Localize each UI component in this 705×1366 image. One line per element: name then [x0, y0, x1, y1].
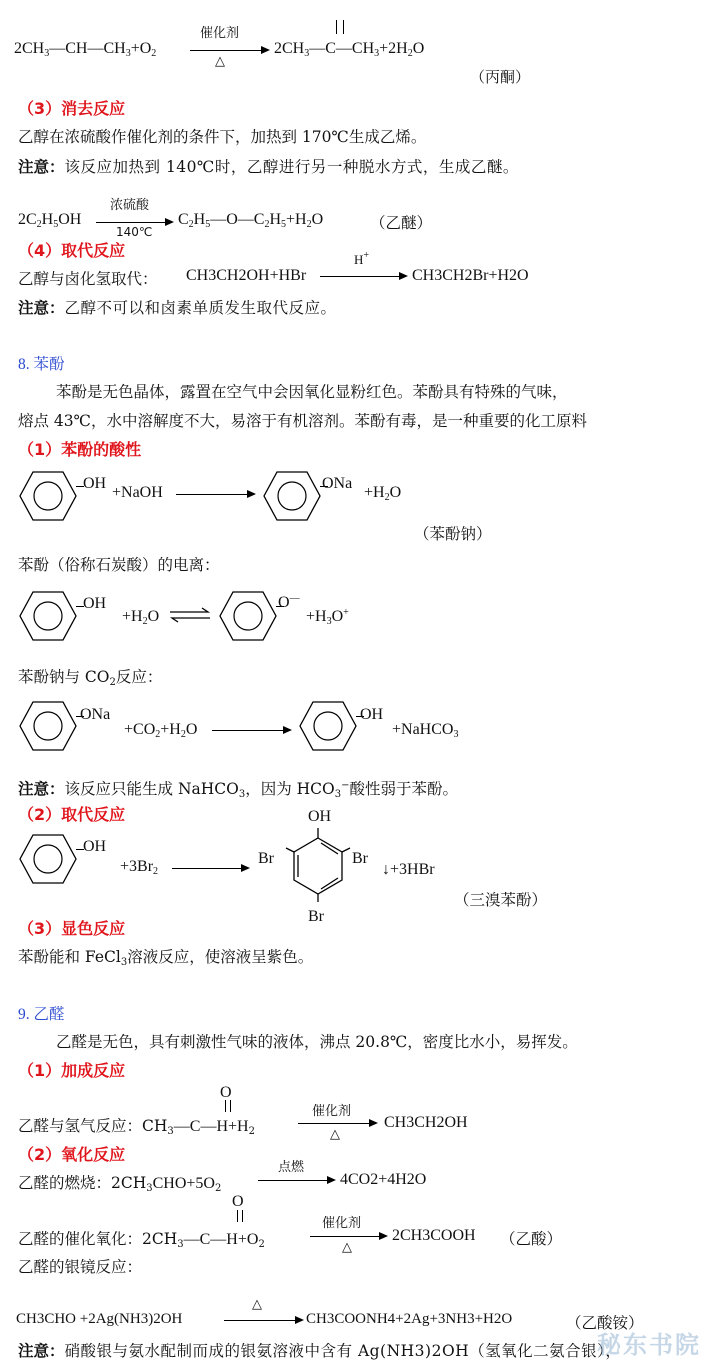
bromination-arrow [172, 868, 248, 869]
elimination-note: 注意：该反应加热到 140℃时，乙醇进行另一种脱水方式，生成乙醚。 [18, 158, 519, 176]
hydrogenation-rhs: CH3CH2OH [384, 1114, 468, 1131]
section-title-oxidation: （2）氧化反应 [18, 1145, 126, 1164]
silver-mirror-lhs: CH3CHO +2Ag(NH3)2OH [16, 1311, 183, 1327]
product-nahco3: +NaHCO$_3$ [392, 721, 459, 740]
ether-lhs: $2C_2H_5OH$ [18, 211, 82, 230]
silver-mirror-heat: △ [252, 1297, 262, 1312]
benzene-ring-icon [262, 470, 322, 522]
acidity-arrow [176, 494, 254, 495]
hydrogenation-heat: △ [330, 1127, 340, 1142]
phenoxide-anion: O— [278, 593, 300, 611]
substitution-note: 注意：乙醇不可以和卤素单质发生取代反应。 [18, 299, 337, 317]
ionization-lead: 苯酚（俗称石炭酸）的电离： [18, 556, 220, 574]
silver-mirror-lead: 乙醛的银镜反应： [18, 1258, 143, 1276]
section-title-substitution-ethanol: （4）取代反应 [18, 241, 126, 260]
product-name-sodium-phenoxide: （苯酚钠） [414, 525, 492, 543]
color-reaction-text: 苯酚能和 FeCl$_3$溶液反应，使溶液呈紫色。 [18, 948, 314, 968]
catalytic-oxidation-heat: △ [342, 1240, 352, 1255]
sodium-phenoxide-ona: ONa [322, 475, 353, 492]
product-hydronium: $+H_3O^+$ [306, 607, 349, 627]
benzene-ring-icon [290, 836, 346, 896]
combustion-arrow [258, 1180, 334, 1181]
phenol-oh: OH [83, 475, 107, 492]
silver-mirror-rhs: CH3COONH4+2Ag+3NH3+H2O [306, 1311, 513, 1327]
hydrogenation-arrow [298, 1123, 376, 1124]
benzene-ring-icon [298, 700, 358, 752]
benzene-ring-icon [218, 590, 278, 642]
catalytic-oxidation-catalyst: 催化剂 [322, 1216, 362, 1231]
ether-arrow [96, 222, 172, 223]
catalytic-oxidation-rhs: 2CH3COOH [392, 1227, 476, 1244]
substitution-lhs: CH3CH2OH+HBr [186, 267, 307, 284]
arrow-condition-heat: △ [215, 54, 225, 69]
catalytic-oxidation-arrow [310, 1236, 386, 1237]
bromine-right: Br [352, 850, 368, 867]
product-water: $+H_2O$ [364, 484, 402, 503]
combustion-lhs: 乙醛的燃烧：$2CH_3CHO+5O_2$ [18, 1174, 222, 1194]
ether-rhs: $C_2H_5—O—C_2H_5+H_2O$ [178, 211, 324, 230]
co2-note: 注意：该反应只能生成 NaHCO$_3$，因为 $HCO_3^-$酸性弱于苯酚。 [18, 780, 459, 800]
note-label: 注意： [18, 158, 65, 176]
section-title-color: （3）显色反应 [18, 919, 126, 938]
reagent-bromine: $+3Br_2$ [120, 858, 159, 877]
equilibrium-arrow-icon [168, 608, 212, 622]
co2-lead: 苯酚钠与 $CO_2$反应： [18, 668, 163, 688]
acetaldehyde-intro: 乙醛是无色，具有刺激性气味的液体，沸点 20.8℃，密度比水小，易挥发。 [56, 1033, 578, 1051]
section-title-acidity: （1）苯酚的酸性 [18, 440, 142, 459]
elimination-text: 乙醇在浓硫酸作催化剂的条件下，加热到 170℃生成乙烯。 [18, 128, 427, 146]
bromine-left: Br [258, 850, 274, 867]
watermark-logo: 秘东书院 [597, 1331, 701, 1359]
heading-acetaldehyde: 9. 乙醛 [18, 1006, 65, 1023]
phenol-intro-line2: 熔点 43℃，水中溶解度不大，易溶于有机溶剂。苯酚有毒，是一种重要的化工原料 [18, 412, 587, 430]
hydrogenation-lhs: 乙醛与氢气反应：$CH_3—C—H+H_2$ [18, 1117, 255, 1137]
carbonyl-oxygen: O [220, 1084, 232, 1101]
product-name-tribromophenol: （三溴苯酚） [454, 891, 548, 909]
carbonyl-oxygen: O [232, 1193, 244, 1210]
reagent-water: $+H_2O$ [122, 608, 160, 627]
benzene-ring-icon [18, 470, 78, 522]
phenol-oh: OH [83, 838, 107, 855]
section-title-substitution-phenol: （2）取代反应 [18, 805, 126, 824]
product-name-propanone: （丙酮） [470, 68, 531, 86]
benzene-ring-icon [18, 833, 78, 885]
benzene-ring-icon [18, 700, 78, 752]
combustion-rhs: 4CO2+4H2O [340, 1171, 427, 1188]
ether-condition-acid: 浓硫酸 [110, 198, 150, 213]
phenol-oh: OH [360, 706, 384, 723]
combustion-condition: 点燃 [278, 1160, 305, 1175]
silver-mirror-arrow [224, 1320, 302, 1321]
reaction-propanone-lhs: $2CH_3—CH—CH_3+O_2$ [14, 40, 157, 59]
substitution-lead: 乙醇与卤化氢取代： [18, 270, 158, 288]
double-bond-mark [237, 1210, 243, 1222]
silver-mirror-note: 注意：硝酸银与氨水配制而成的银氨溶液中含有 Ag(NH3)2OH（氢氧化二氨合银）， [18, 1342, 622, 1360]
heading-phenol: 8. 苯酚 [18, 356, 65, 373]
reaction-propanone-rhs: $2CH_3—C—CH_3+2H_2O$ [274, 40, 425, 59]
benzene-ring-icon [18, 590, 78, 642]
reaction-arrow [190, 50, 268, 51]
phenol-oh: OH [83, 595, 107, 612]
phenol-intro-line1: 苯酚是无色晶体，露置在空气中会因氧化显粉红色。苯酚具有特殊的气味， [56, 383, 568, 401]
hydrogenation-catalyst: 催化剂 [312, 1104, 352, 1119]
co2-arrow [212, 730, 290, 731]
arrow-condition-catalyst: 催化剂 [200, 26, 240, 41]
section-title-elimination: （3）消去反应 [18, 99, 126, 118]
bromine-bottom: Br [308, 908, 324, 925]
reagents-co2-water: $+CO_2+H_2O$ [124, 721, 198, 740]
substitution-condition: H+ [354, 250, 370, 267]
ether-condition-temp: 140℃ [116, 225, 153, 239]
tribromophenol-oh: OH [308, 808, 332, 825]
substitution-arrow [320, 276, 406, 277]
section-title-addition: （1）加成反应 [18, 1061, 126, 1080]
double-bond-mark [225, 1100, 231, 1112]
product-hbr: ↓+3HBr [382, 861, 435, 878]
product-name-ether: （乙醚） [370, 214, 433, 232]
sodium-phenoxide-ona: ONa [80, 706, 111, 723]
catalytic-oxidation-lhs: 乙醛的催化氧化：$2CH_3—C—H+O_2$ [18, 1230, 265, 1250]
product-name-acetic-acid: （乙酸） [500, 1230, 563, 1248]
product-name-ammonium-acetate: （乙酸铵） [566, 1314, 644, 1332]
reagent-naoh: +NaOH [112, 484, 163, 501]
double-bond-mark [336, 20, 344, 34]
substitution-rhs: CH3CH2Br+H2O [412, 267, 529, 284]
